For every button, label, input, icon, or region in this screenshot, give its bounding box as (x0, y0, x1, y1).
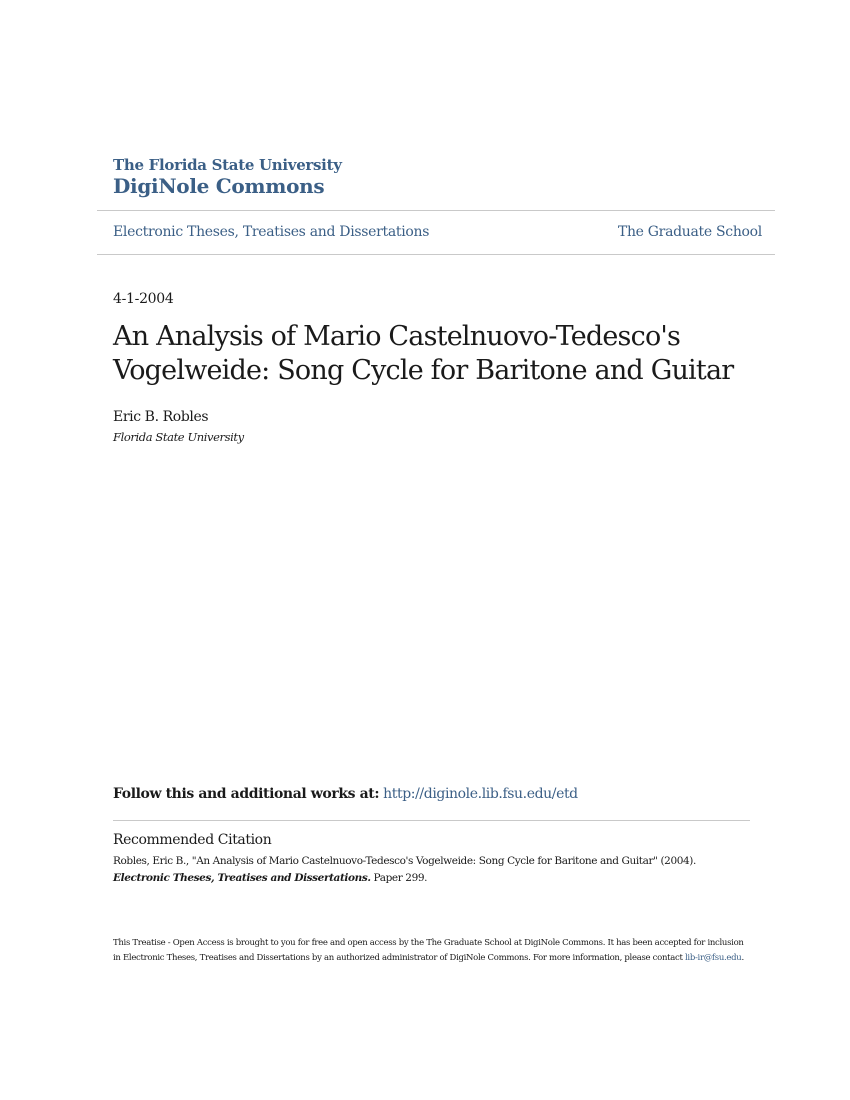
graduate-school-link[interactable]: The Graduate School (617, 224, 762, 240)
publication-date: 4-1-2004 (113, 291, 174, 307)
author-affiliation: Florida State University (113, 430, 244, 444)
citation-divider (113, 820, 750, 821)
citation-main: Robles, Eric B., "An Analysis of Mario Castelnuovo-Tedesco's Vogelweide: Song Cycle for Baritone and Guitar" (2004). (113, 855, 696, 867)
etd-collection-url[interactable]: http://diginole.lib.fsu.edu/etd (383, 786, 578, 802)
access-notice (113, 936, 753, 966)
header-divider-top (97, 210, 775, 211)
document-title: An Analysis of Mario Castelnuovo-Tedesco's Vogelweide: Song Cycle for Baritone and Guitar (113, 321, 734, 386)
notice-end: . (741, 953, 744, 963)
recommended-citation-heading: Recommended Citation (113, 832, 272, 848)
contact-email-link[interactable]: lib-ir@fsu.edu (684, 953, 742, 963)
header-divider-bottom (97, 254, 775, 255)
notice-text: This Treatise - Open Access is brought to you for free and open access by the The Graduate School at DigiNole Commons. It has been accepted for inclusion in Electronic Theses, Treatises and Dissertations by an authorized administrator of DigiNole Commons. For more information, please contact (113, 938, 744, 963)
follow-line (113, 786, 578, 802)
follow-label: Follow this and additional works at: (113, 786, 380, 802)
institution-name: The Florida State University (113, 156, 342, 174)
citation-text (113, 853, 733, 887)
citation-paper: Paper 299. (373, 872, 428, 884)
repository-name[interactable]: DigiNole Commons (113, 174, 325, 198)
collection-link[interactable]: Electronic Theses, Treatises and Dissertations (113, 224, 430, 240)
citation-series: Electronic Theses, Treatises and Dissertations. (113, 872, 371, 884)
author-name: Eric B. Robles (113, 409, 209, 425)
